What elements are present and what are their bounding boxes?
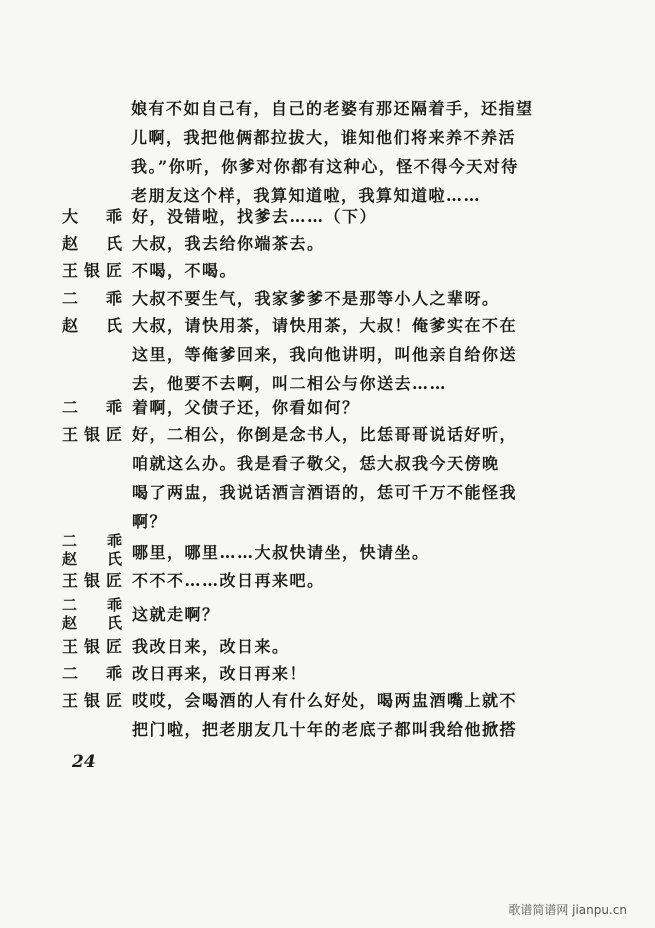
text-line: 这里，等俺爹回来，我向他讲明，叫他亲自给你送: [132, 345, 518, 364]
continuation-text: [131, 94, 571, 210]
watermark: 歌谱简谱网 jianpu.cn: [508, 903, 627, 917]
speaker-name: 赵氏: [62, 234, 122, 253]
speaker-name: 王银匠: [62, 637, 122, 656]
speaker-name: 二乖: [62, 289, 122, 308]
speaker-name: 二乖: [62, 596, 122, 614]
speaker-name: 二乖: [62, 398, 122, 417]
speaker-name: 王银匠: [62, 261, 122, 280]
speaker-name: 大乖: [62, 207, 122, 226]
speaker-group: [62, 596, 122, 632]
text-line: 这就走啊？: [132, 605, 220, 624]
text-line: 老朋友这个样，我算知道啦，我算知道啦……: [131, 186, 482, 205]
text-line: 喝了两盅，我说话酒言酒语的，恁可千万不能怪我: [132, 483, 518, 502]
text-line: 不喝，不喝。: [132, 261, 238, 280]
speaker-name: 王银匠: [62, 425, 122, 444]
speaker-name: 王银匠: [62, 691, 122, 710]
text-line: 改日再来，改日再来！: [132, 664, 308, 683]
speaker-group: [62, 532, 122, 568]
text-line: 好，二相公，你倒是念书人，比恁哥哥说话好听，: [132, 425, 518, 444]
speaker-name: 二乖: [62, 532, 122, 550]
text-line: 啊？: [132, 512, 168, 531]
text-line: 咱就这么办。我是看子敬父，恁大叔我今天傍晚: [132, 454, 500, 473]
text-line: 去，他要不去啊，叫二相公与你送去……: [132, 374, 448, 393]
text-line: 不不不……改日再来吧。: [132, 571, 325, 590]
speaker-name: 二乖: [62, 664, 122, 683]
text-line: 儿啊，我把他俩都拉拔大，谁知他们将来养不养活: [131, 128, 517, 147]
speaker-name: 王银匠: [62, 571, 122, 590]
text-line: 大叔不要生气，我家爹爹不是那等小人之辈呀。: [132, 289, 500, 308]
text-line: 娘有不如自己有，自己的老婆有那还隔着手，还指望: [131, 99, 534, 118]
text-line: 着啊，父债子还，你看如何？: [132, 398, 360, 417]
page-number: 24: [72, 752, 96, 772]
text-line: 大叔，我去给你端茶去。: [132, 234, 325, 253]
text-line: 哪里，哪里……大叔快请坐，快请坐。: [132, 543, 430, 562]
text-line: 我改日来，改日来。: [132, 637, 290, 656]
speaker-name: 赵氏: [62, 614, 122, 632]
text-line: 我。”你听，你爹对你都有这种心，怪不得今天对待: [131, 157, 519, 176]
speaker-name: 赵氏: [62, 550, 122, 568]
text-line: 大叔，请快用茶，请快用茶，大叔！俺爹实在不在: [132, 316, 518, 335]
speaker-name: 赵氏: [62, 316, 122, 335]
text-line: 把门啦，把老朋友几十年的老底子都叫我给他掀搭: [132, 720, 518, 739]
text-line: 好，没错啦，找爹去……（下）: [132, 207, 378, 226]
text-line: 哎哎，会喝酒的人有什么好处，喝两盅酒嘴上就不: [132, 691, 518, 710]
